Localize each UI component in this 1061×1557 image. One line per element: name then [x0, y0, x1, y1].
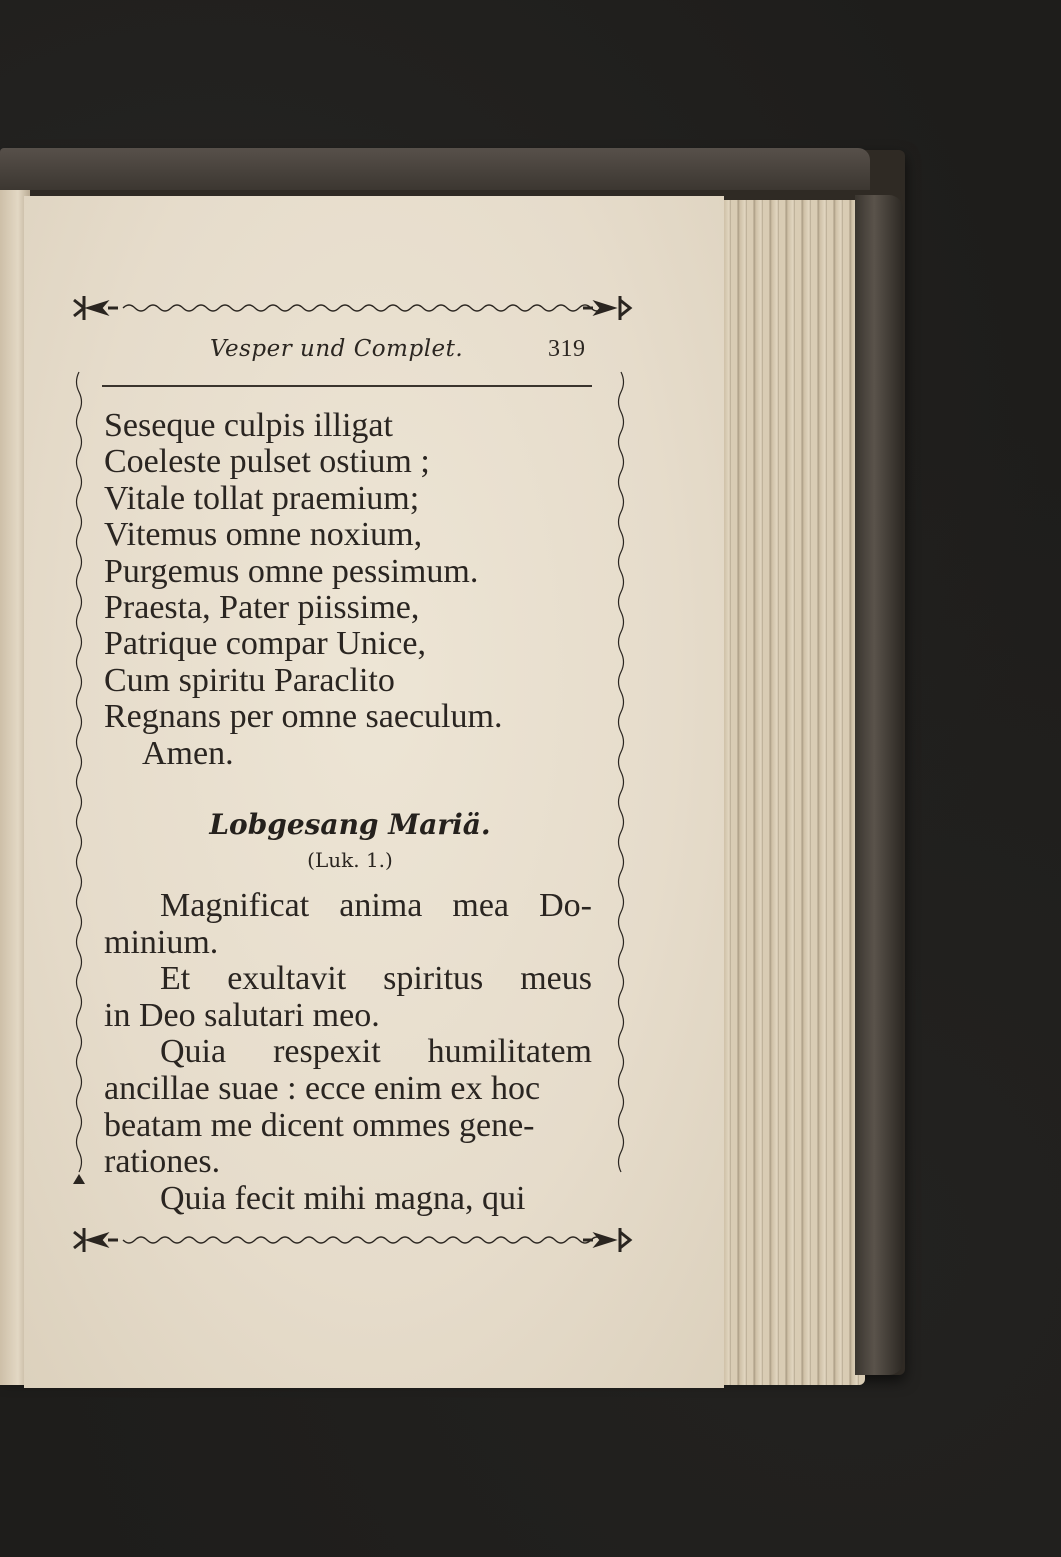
word: beatam me dicent ommes gene- [104, 1106, 535, 1144]
word: Do- [539, 887, 592, 924]
word: Et [160, 960, 191, 998]
prose-line [104, 1108, 592, 1145]
page-number: 319 [548, 336, 586, 362]
running-title: Vesper und Complet. [210, 336, 464, 362]
word: anima [339, 887, 423, 924]
right-ornament-border [614, 368, 628, 1188]
prose-line [104, 888, 592, 925]
magnificat-text [104, 888, 592, 1217]
word: humilitatem [427, 1033, 592, 1071]
bottom-ornament-border [68, 1222, 638, 1258]
word: Quia fecit mihi magna, qui [160, 1179, 526, 1217]
hymn-line: Coeleste pulset ostium ; [104, 443, 430, 481]
word: Magnificat [160, 887, 310, 924]
header-rule [102, 385, 592, 387]
prose-line [104, 1071, 592, 1108]
hymn-line: Cum spiritu Paraclito [104, 661, 395, 699]
section-reference: (Luk. 1.) [307, 848, 393, 872]
hymn-verses [104, 408, 502, 772]
page-block-edges [715, 200, 865, 1385]
word: exultavit [227, 960, 347, 998]
hymn-line: Vitemus omne noxium, [104, 516, 423, 554]
prose-line [104, 1144, 592, 1181]
hymn-line: Purgemus omne pessimum. [104, 552, 479, 590]
word: spiritus [383, 960, 484, 998]
hymn-line-amen: Amen. [142, 734, 234, 772]
word: minium. [104, 923, 219, 961]
hymn-line: Regnans per omne saeculum. [104, 698, 503, 736]
hymn-line: Seseque culpis illigat [104, 407, 393, 444]
prose-line [104, 998, 592, 1035]
word: Quia [160, 1033, 227, 1071]
prose-line [104, 1034, 592, 1071]
word: rationes. [104, 1143, 221, 1181]
word: in Deo salutari meo. [104, 996, 380, 1034]
word: mea [452, 887, 510, 924]
word: meus [520, 960, 592, 998]
word: respexit [273, 1033, 381, 1071]
prose-line [104, 1181, 592, 1218]
top-ornament-border [68, 290, 638, 326]
prose-line [104, 961, 592, 998]
book-cover-top-edge [0, 148, 870, 190]
book-spine [855, 195, 903, 1375]
prose-line [104, 925, 592, 962]
hymn-line: Vitale tollat praemium; [104, 479, 420, 517]
word: ancillae suae : ecce enim ex hoc [104, 1069, 541, 1107]
left-ornament-border [72, 368, 86, 1188]
section-title: Lobgesang Mariä. [209, 808, 491, 841]
hymn-line: Praesta, Pater piissime, [104, 588, 420, 626]
hymn-line: Patrique compar Unice, [104, 625, 426, 663]
